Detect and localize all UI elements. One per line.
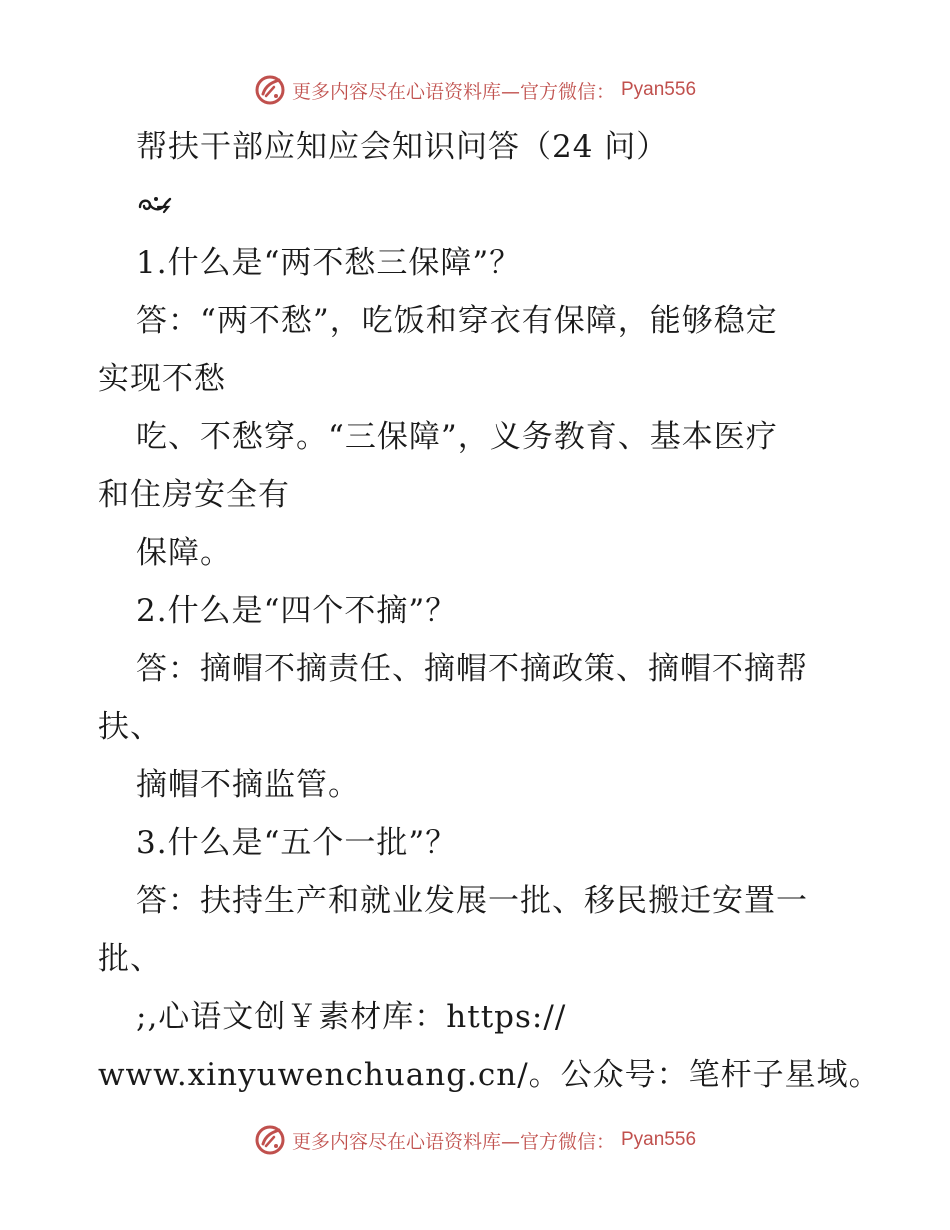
text-line: 2.什么是“四个不摘”？ bbox=[136, 593, 458, 629]
footer-banner bbox=[0, 1120, 950, 1160]
text-line: 实现不愁 bbox=[98, 361, 226, 397]
document-lines bbox=[98, 234, 881, 1104]
text-line: 1.什么是“两不愁三保障”？ bbox=[136, 245, 522, 281]
logo-icon bbox=[254, 1124, 286, 1156]
text-line: 答：“两不愁”，吃饭和穿衣有保障，能够稳定 bbox=[136, 303, 778, 339]
document-body bbox=[98, 118, 881, 1104]
text-line: www.xinyuwenchuang.cn/。公众号：笔杆子星域。 bbox=[98, 1057, 881, 1093]
text-line: 答：摘帽不摘责任、摘帽不摘政策、摘帽不摘帮 bbox=[136, 651, 808, 687]
text-line: 吃、不愁穿。“三保障”，义务教育、基本医疗 bbox=[136, 419, 778, 455]
text-line: 答：扶持生产和就业发展一批、移民搬迁安置一 bbox=[136, 883, 808, 919]
fleuron-icon bbox=[136, 193, 174, 217]
text-line: 批、 bbox=[98, 941, 162, 977]
document-title: 帮扶干部应知应会知识问答（24 问） bbox=[136, 129, 669, 165]
text-line: 保障。 bbox=[136, 535, 232, 571]
banner-text: 更多内容尽在心语资料库—官方微信： bbox=[291, 1130, 615, 1153]
header-banner bbox=[0, 70, 950, 110]
ornament-row bbox=[98, 176, 858, 234]
banner-wechat-id: Pyan556 bbox=[621, 79, 697, 100]
text-line: 3.什么是“五个一批”？ bbox=[136, 825, 458, 861]
text-line: 扶、 bbox=[98, 709, 162, 745]
text-line: 和住房安全有 bbox=[98, 477, 290, 513]
text-line: ;,心语文创￥素材库：https:// bbox=[136, 999, 567, 1035]
banner-wechat-id: Pyan556 bbox=[621, 1129, 697, 1150]
text-line: 摘帽不摘监管。 bbox=[136, 767, 360, 803]
banner-text: 更多内容尽在心语资料库—官方微信： bbox=[291, 80, 615, 103]
logo-icon bbox=[254, 74, 286, 106]
